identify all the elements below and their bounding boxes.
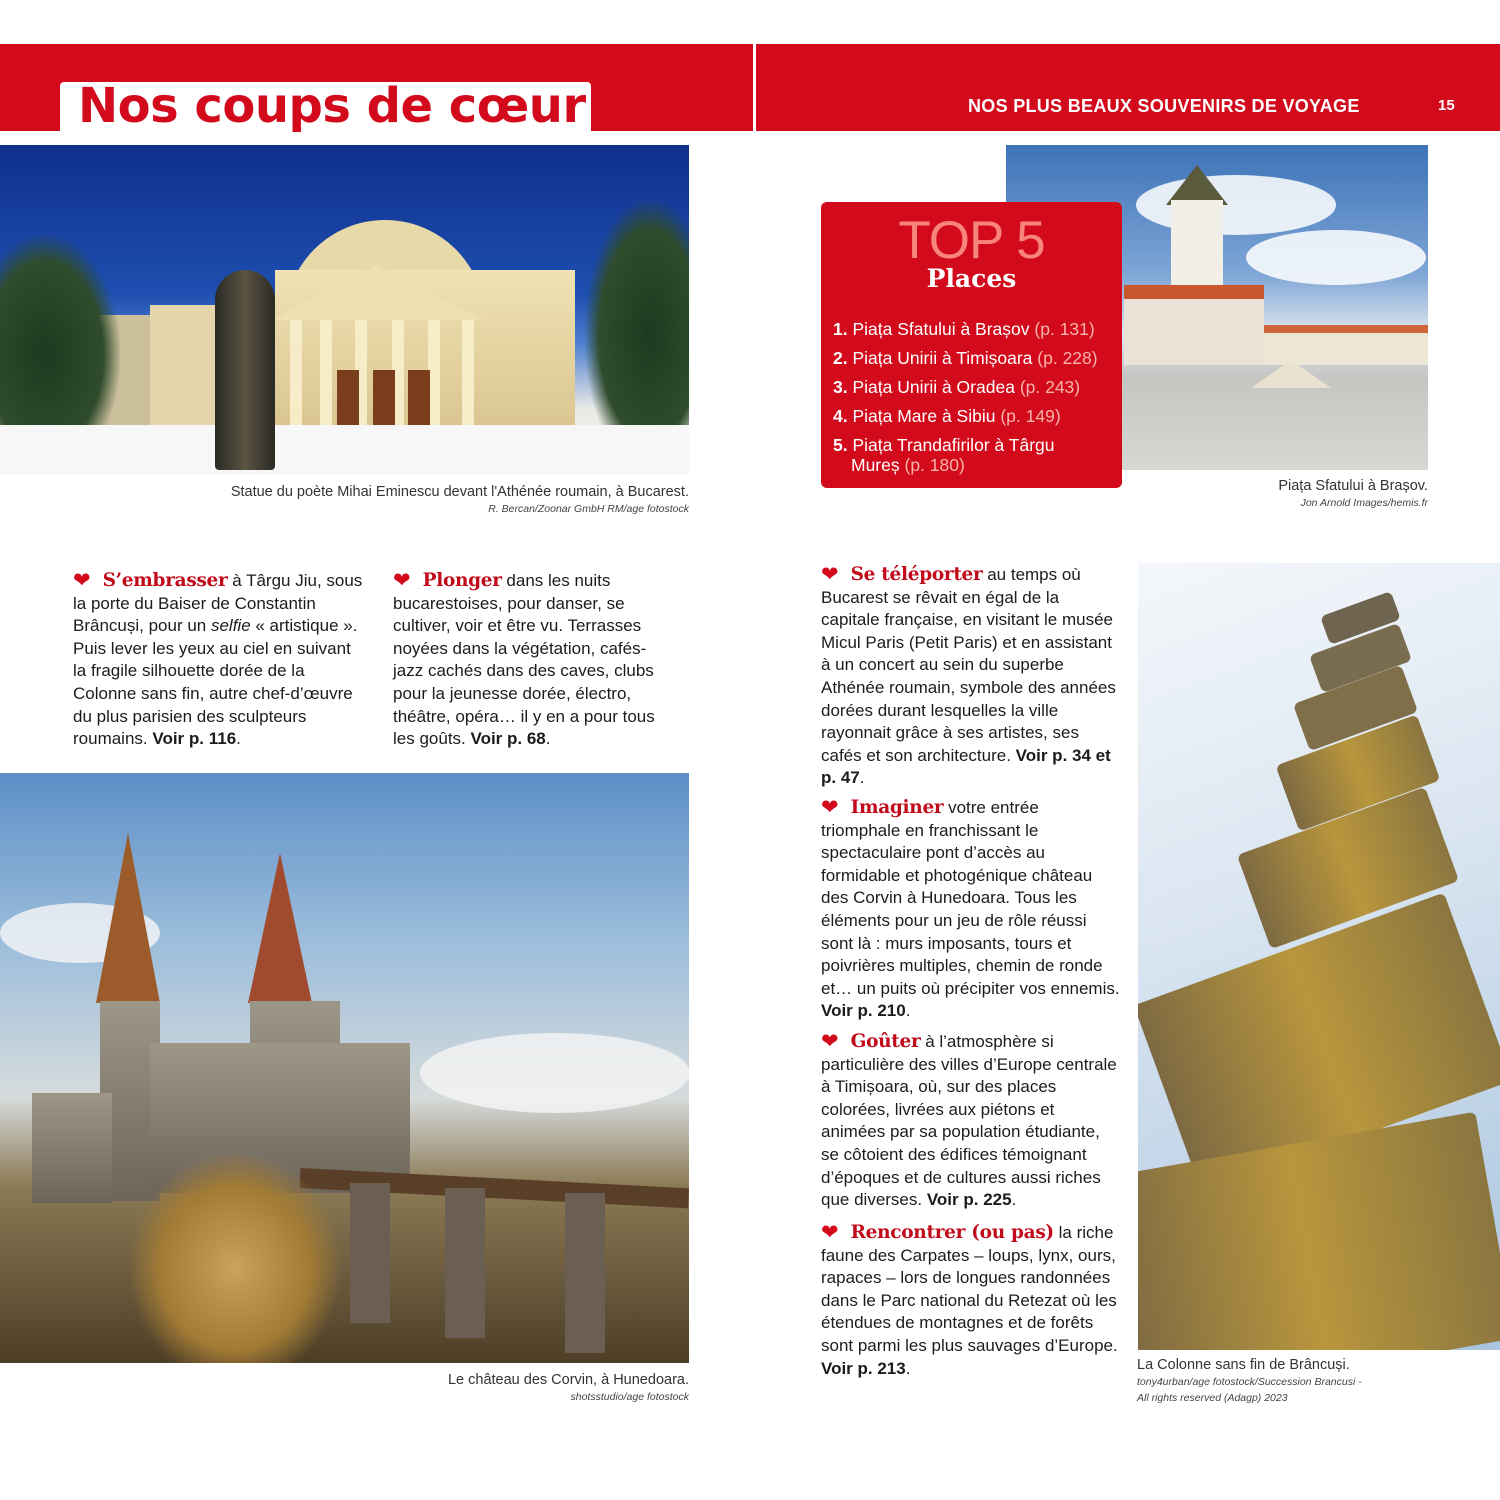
caption-text: La Colonne sans fin de Brâncuși.	[1137, 1357, 1350, 1373]
photo-colonne-sans-fin	[1138, 563, 1500, 1350]
photo-athenee-roumain	[0, 145, 689, 475]
blurb-lead: Imaginer	[850, 797, 944, 818]
photo-credit: tony4urban/age fotostock/Succession Brancusi -	[1137, 1376, 1362, 1388]
top5-item	[833, 402, 1098, 431]
heart-icon: ❤	[821, 1030, 839, 1053]
photo-detail-clock-tower	[1171, 200, 1223, 295]
photo-detail-buildings	[1264, 325, 1428, 365]
photo-detail-cloud	[1246, 230, 1426, 285]
caption-athenee	[150, 484, 689, 515]
photo-detail-pillar	[445, 1188, 485, 1338]
running-head: NOS PLUS BEAUX SOUVENIRS DE VOYAGE	[968, 96, 1360, 116]
punctuation: .	[859, 768, 865, 788]
top5-subtitle: Places	[926, 264, 1017, 293]
item-number: 1.	[833, 319, 848, 339]
punctuation: .	[905, 1358, 911, 1378]
photo-detail-pillar	[565, 1193, 605, 1353]
item-continuation	[833, 456, 1098, 474]
top5-box	[821, 202, 1122, 488]
top5-item	[833, 431, 1098, 474]
item-text: Piața Trandafirilor à Târgu	[852, 435, 1055, 455]
item-number: 5.	[833, 435, 848, 455]
blurb-imaginer	[821, 796, 1121, 1023]
photo-detail-snow	[0, 425, 689, 475]
photo-chateau-corvin	[0, 773, 689, 1363]
caption-castle	[400, 1372, 689, 1403]
photo-credit: Jon Arnold Images/hemis.fr	[1300, 497, 1428, 509]
blurb-gouter	[821, 1030, 1121, 1212]
photo-detail-pillar	[350, 1183, 390, 1323]
heart-icon: ❤	[73, 569, 91, 592]
punctuation: .	[236, 729, 241, 749]
blurb-sembrasser	[73, 569, 363, 751]
photo-detail-door	[373, 370, 395, 425]
page-number: 15	[1438, 97, 1455, 114]
photo-detail-door	[337, 370, 359, 425]
page-reference: Voir p. 210	[821, 1001, 906, 1021]
page-reference: Voir p. 213	[821, 1358, 906, 1378]
blurb-se-teleporter	[821, 563, 1121, 790]
photo-credit: shotsstudio/age fotostock	[570, 1391, 689, 1403]
heart-icon: ❤	[393, 569, 411, 592]
photo-detail-pediment	[272, 265, 482, 320]
item-text: Piața Unirii à Timișoara	[852, 348, 1033, 368]
item-page-ref: (p. 228)	[1037, 348, 1098, 368]
top5-title: TOP 5	[898, 211, 1045, 270]
blurb-lead: Plonger	[422, 570, 502, 591]
blurb-text: dans les nuits bucarestoises, pour danser, se cultiver, voir et être vu. Terrasses noyées dans la végétation, cafés-jazz cachés dans des caves, clubs pour la jeunesse dorée, électro, théâtre, opéra… il y en a pour tous les goûts.	[393, 571, 655, 749]
item-text: Piața Mare à Sibiu	[852, 406, 996, 426]
item-number: 3.	[833, 377, 848, 397]
blurb-lead: Rencontrer (ou pas)	[850, 1222, 1054, 1243]
photo-detail-cloud	[420, 1033, 689, 1113]
item-text: Mureș	[851, 455, 900, 475]
section-title-tab	[60, 78, 591, 134]
photo-detail-spire	[96, 833, 160, 1003]
photo-detail-column	[320, 320, 332, 425]
blurb-text: à Târgu Jiu, sous la porte du Baiser de Constantin Brâncuși, pour un	[73, 571, 363, 636]
photo-detail-spire	[1166, 165, 1228, 205]
page-reference: Voir p. 68	[470, 729, 546, 749]
top5-item	[833, 315, 1098, 344]
section-title: Nos coups de cœur	[78, 78, 586, 134]
blurb-lead: Goûter	[850, 1031, 921, 1052]
item-number: 2.	[833, 348, 848, 368]
caption-column	[1137, 1357, 1437, 1406]
blurb-lead: Se téléporter	[850, 564, 983, 585]
blurb-text: au temps où Bucarest se rêvait en égal de la capitale française, en visitant le musée Micul Paris (Petit Paris) et en assistant à un concert au sein du superbe Athénée roumain, symbole des années dorées durant lesquelles la ville rayonnait grâce à ses artistes, ses cafés et son architecture.	[821, 565, 1116, 765]
photo-detail-fountain	[1251, 360, 1331, 388]
page-reference: Voir p. 116	[152, 729, 237, 749]
caption-text: Statue du poète Mihai Eminescu devant l'Athénée roumain, à Bucarest.	[230, 484, 689, 500]
blurb-lead: S’embrasser	[102, 570, 228, 591]
header-band-right	[756, 44, 1500, 131]
item-text: Piața Sfatului à Brașov	[852, 319, 1030, 339]
top5-list	[833, 315, 1098, 474]
heart-icon: ❤	[821, 563, 839, 586]
photo-detail-wall	[32, 1093, 112, 1203]
item-text: Piața Unirii à Oradea	[852, 377, 1015, 397]
punctuation: .	[1011, 1190, 1017, 1210]
photo-detail-column	[462, 320, 474, 425]
item-page-ref: (p. 243)	[1019, 377, 1081, 397]
blurb-rencontrer	[821, 1221, 1121, 1380]
blurb-text: à l’atmosphère si particulière des villes d’Europe centrale à Timișoara, où, sur des places colorées, livrées aux piétons et animées par sa population étudiante, se côtoient des édifices témoignant d’époques et de cultures aussi riches que diverses.	[821, 1032, 1117, 1210]
blurb-text: la riche faune des Carpates – loups, lynx, ours, rapaces – lors de longues randonnées dans le Parc national du Retezat où les étendues de montagnes et de forêts sont parmi les plus sauvages d’Europe.	[821, 1223, 1118, 1355]
page-reference: Voir p. 34 et p. 47	[821, 745, 1111, 788]
heart-icon: ❤	[821, 1221, 839, 1244]
blurb-plonger	[393, 569, 675, 751]
photo-detail-council-house	[1124, 285, 1264, 365]
photo-detail-willow	[130, 1153, 340, 1363]
blurb-italic: selfie	[210, 616, 251, 636]
page-reference: Voir p. 225	[926, 1190, 1012, 1210]
top5-item	[833, 373, 1098, 402]
heart-icon: ❤	[821, 796, 839, 819]
photo-credit: All rights reserved (Adagp) 2023	[1137, 1392, 1288, 1404]
caption-brasov	[1130, 478, 1428, 509]
punctuation: .	[545, 729, 551, 749]
caption-text: Le château des Corvin, à Hunedoara.	[447, 1372, 689, 1388]
blurb-text: votre entrée triomphale en franchissant le spectaculaire pont d’accès au formidable et photogénique château des Corvin à Hunedoara. Tous les éléments pour un jeu de rôle réussi sont là : murs imposants, tours et poivrières multiples, chemin de ronde et… un puits où précipiter vos ennemis.	[821, 798, 1120, 998]
blurb-text: « artistique ». Puis lever les yeux au ciel en suivant la fragile silhouette dorée de la Colonne sans fin, autre chef-d’œuvre du plus parisien des sculpteurs roumains.	[73, 616, 358, 749]
photo-detail-spire	[248, 853, 312, 1003]
photo-credit: R. Bercan/Zoonar GmbH RM/age fotostock	[488, 503, 689, 515]
punctuation: .	[905, 1001, 911, 1021]
caption-text: Piața Sfatului à Brașov.	[1278, 478, 1428, 494]
photo-detail-statue	[215, 270, 275, 470]
item-page-ref: (p. 180)	[904, 455, 965, 475]
item-page-ref: (p. 149)	[1000, 406, 1061, 426]
top5-item	[833, 344, 1098, 373]
item-number: 4.	[833, 406, 848, 426]
photo-detail-door	[408, 370, 430, 425]
item-page-ref: (p. 131)	[1034, 319, 1095, 339]
photo-detail-column	[290, 320, 302, 425]
